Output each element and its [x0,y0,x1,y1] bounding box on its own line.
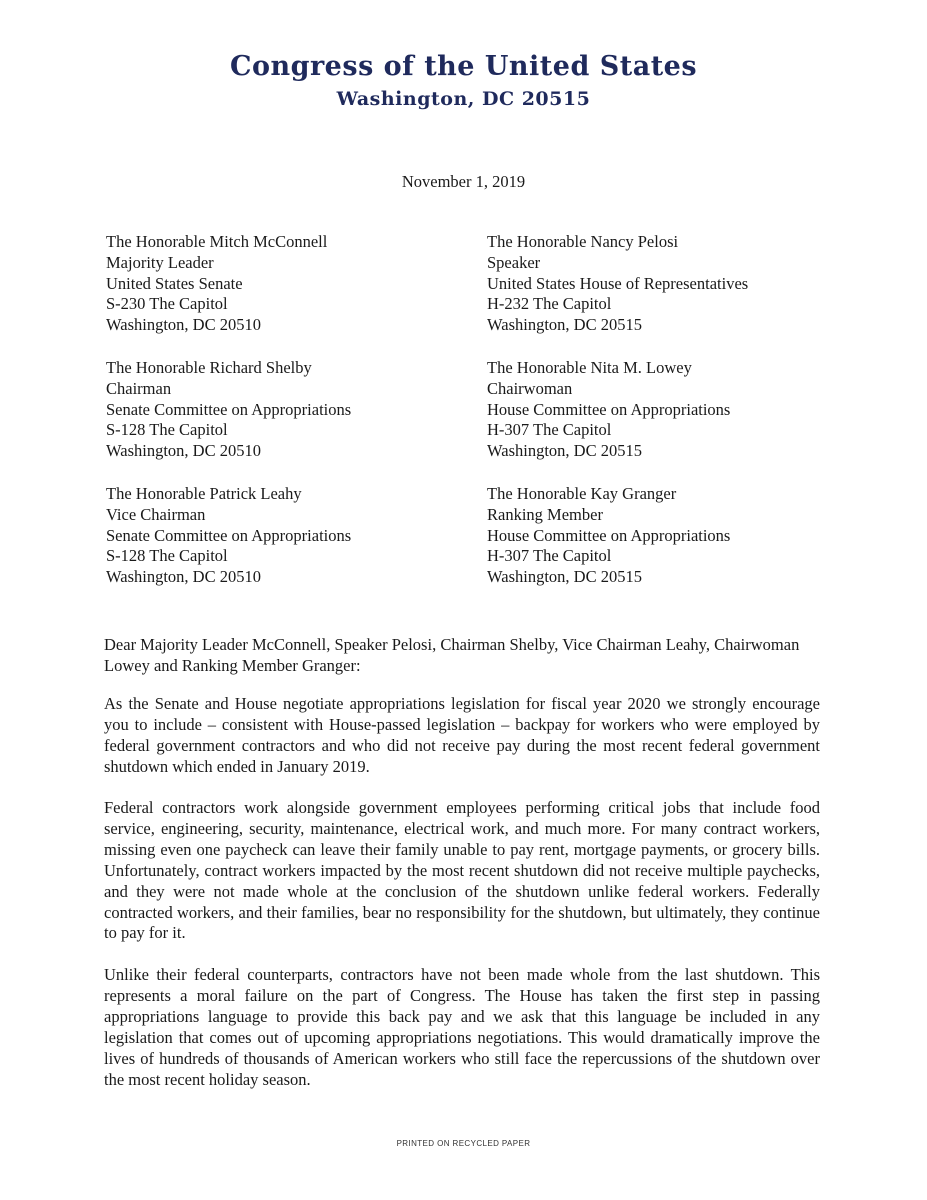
addressee-line: S-128 The Capitol [106,546,228,566]
addressee-line: The Honorable Nancy Pelosi [487,232,679,251]
addressee-line: The Honorable Kay Granger [487,484,677,503]
addressee-line: H-307 The Capitol [487,420,612,440]
addressee-line: Washington, DC 20515 [487,567,642,587]
addressee-line: S-230 The Capitol [106,294,228,314]
addressee-line: The Honorable Nita M. Lowey [487,358,692,377]
addressee-line: S-128 The Capitol [106,420,228,440]
addressee-line: Speaker [487,252,541,272]
addressee-line: Vice Chairman [106,504,206,524]
addressee-block [106,484,486,588]
addressee-block [487,358,867,462]
addressee-line: The Honorable Richard Shelby [106,358,312,377]
addressee-line: Washington, DC 20510 [106,315,261,335]
letterhead-title: Congress of the United States [229,51,698,82]
addressee-line: House Committee on Appropriations [487,525,731,545]
body-paragraph: As the Senate and House negotiate appropriations legislation for fiscal year 2020 we strongly encourage you to include – consistent with House-passed legislation – backpay for workers who were employed by federal government contractors and who did not receive pay during the most recent federal government shutdown which ended in January 2019. [104,694,820,776]
addressee-line: H-232 The Capitol [487,294,612,314]
letterhead-city: Washington, DC 20515 [336,88,591,110]
addressee-line: The Honorable Mitch McConnell [106,232,328,251]
addressee-line: Washington, DC 20515 [487,315,642,335]
addressee-block [106,358,486,462]
addressee-block [487,232,867,336]
addressee-block [487,484,867,588]
addressee-line: Chairwoman [487,378,573,398]
addressee-line: Washington, DC 20510 [106,441,261,461]
letter-date: November 1, 2019 [401,172,526,191]
addressee-line: Chairman [106,378,172,398]
addressee-line: House Committee on Appropriations [487,399,731,419]
addressee-line: Majority Leader [106,252,214,272]
salutation: Dear Majority Leader McConnell, Speaker Pelosi, Chairman Shelby, Vice Chairman Leahy, Chairwoman Lowey and Ranking Member Granger: [104,635,800,675]
addressee-line: H-307 The Capitol [487,546,612,566]
addressee-line: Washington, DC 20510 [106,567,261,587]
addressee-line: United States Senate [106,273,243,293]
addressee-block [106,232,486,336]
addressee-line: United States House of Representatives [487,273,749,293]
letterhead [0,50,927,112]
addressee-line: Washington, DC 20515 [487,441,642,461]
recycled-paper-footer: PRINTED ON RECYCLED PAPER [396,1139,531,1148]
addressee-line: Senate Committee on Appropriations [106,399,352,419]
body-paragraph: Federal contractors work alongside government employees performing critical jobs that include food service, engineering, security, maintenance, electrical work, and much more. For many contract workers, missing even one paycheck can leave their family unable to pay rent, mortgage payments, or grocery bills. Unfortunately, contract workers impacted by the most recent shutdown did not receive multiple paychecks, and they were not made whole at the conclusion of the shutdown unlike federal workers. Federally contracted workers, and their families, bear no responsibility for the shutdown, but ultimately, they continue to pay for it. [104,798,820,943]
addressee-line: Senate Committee on Appropriations [106,525,352,545]
body-paragraph: Unlike their federal counterparts, contractors have not been made whole from the last shutdown. This represents a moral failure on the part of Congress. The House has taken the first step in passing appropriations language to provide this back pay and we ask that this language be included in any legislation that comes out of upcoming appropriations negotiations. This would dramatically improve the lives of hundreds of thousands of American workers who still face the repercussions of the shutdown over the most recent holiday season. [104,965,820,1089]
addressee-line: Ranking Member [487,504,603,524]
addressee-line: The Honorable Patrick Leahy [106,484,302,503]
